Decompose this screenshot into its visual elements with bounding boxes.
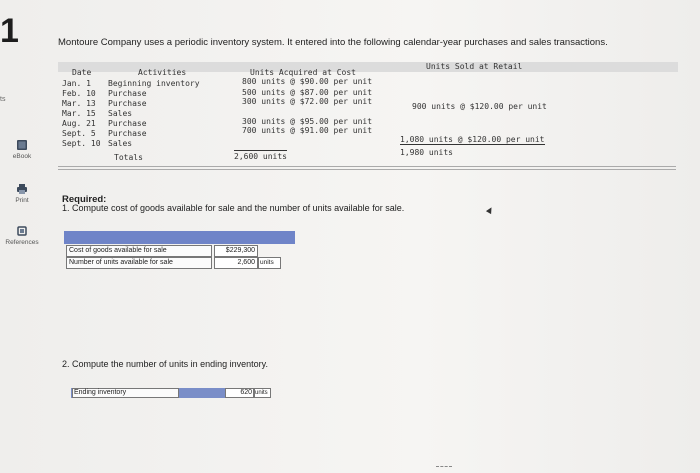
row-date: Aug. 21 xyxy=(62,119,96,128)
problem-intro: Montoure Company uses a periodic inventory system. It entered into the following calendar-year purchases and sales transactions. xyxy=(58,37,608,48)
row-activity: Purchase xyxy=(108,129,147,138)
row-acquired: 700 units @ $91.00 per unit xyxy=(242,126,373,135)
header-units-acquired: Units Acquired at Cost xyxy=(250,68,356,77)
row-activity: Purchase xyxy=(108,89,147,98)
row-sold: 1,080 units @ $120.00 per unit xyxy=(400,135,545,144)
header-activities: Activities xyxy=(138,68,187,77)
row-date: Sept. 5 xyxy=(62,129,96,138)
sidebar-item-label: References xyxy=(5,239,39,246)
table-bottom-rule xyxy=(58,166,676,167)
cursor-arrow-icon xyxy=(486,206,494,214)
row-sold: 900 units @ $120.00 per unit xyxy=(412,102,547,111)
references-icon xyxy=(16,225,28,237)
row-date: Sept. 10 xyxy=(62,139,101,148)
row-activity: Purchase xyxy=(108,119,147,128)
ending-inventory-label: Ending inventory xyxy=(72,388,179,398)
row-acquired: 800 units @ $90.00 per unit xyxy=(242,77,373,86)
units-available-input[interactable]: 2,600 xyxy=(214,257,258,269)
sidebar-item-label: eBook xyxy=(12,153,32,160)
transactions-table xyxy=(58,62,678,170)
row-activity: Purchase xyxy=(108,99,147,108)
question-2: 2. Compute the number of units in ending inventory. xyxy=(62,359,268,369)
ending-inventory-unit: units xyxy=(254,388,271,398)
row-date: Feb. 10 xyxy=(62,89,96,98)
totals-sold: 1,980 units xyxy=(400,148,453,157)
table-bottom-rule xyxy=(58,169,676,170)
sidebar-item-ebook[interactable] xyxy=(0,139,44,160)
cogs-available-input[interactable]: $229,300 xyxy=(214,245,258,257)
units-available-label: Number of units available for sale xyxy=(66,257,212,269)
row-activity: Sales xyxy=(108,139,133,148)
header-date: Date xyxy=(72,68,92,77)
answer-2-row xyxy=(71,388,270,398)
printer-icon xyxy=(16,183,28,195)
row-date: Mar. 13 xyxy=(62,99,96,108)
page-edge-mark xyxy=(436,466,452,467)
question-number: 1 xyxy=(0,12,19,50)
cogs-available-label: Cost of goods available for sale xyxy=(66,245,212,257)
question-1: 1. Compute cost of goods available for sale and the number of units available for sale. xyxy=(62,203,405,213)
row-date: Jan. 1 xyxy=(62,79,91,88)
ending-inventory-input[interactable]: 620 xyxy=(225,388,254,398)
table-row xyxy=(64,257,294,269)
answer-1-header-band xyxy=(64,231,295,244)
row-activity: Sales xyxy=(108,109,133,118)
sidebar-item-references[interactable] xyxy=(0,225,44,246)
totals-label: Totals xyxy=(114,153,143,162)
row-activity: Beginning inventory xyxy=(108,79,200,88)
sidebar-partial-label: ts xyxy=(0,96,6,103)
sidebar xyxy=(0,0,44,473)
row-date: Mar. 15 xyxy=(62,109,96,118)
units-available-unit: units xyxy=(258,257,281,269)
row-acquired: 300 units @ $72.00 per unit xyxy=(242,97,373,106)
required-heading: Required: xyxy=(62,194,107,205)
table-row xyxy=(64,245,294,257)
header-units-sold: Units Sold at Retail xyxy=(426,62,523,71)
row-acquired: 300 units @ $95.00 per unit xyxy=(242,117,373,126)
row-acquired: 500 units @ $87.00 per unit xyxy=(242,88,373,97)
book-icon xyxy=(16,139,28,151)
totals-acquired: 2,600 units xyxy=(234,152,287,161)
sidebar-item-label: Print xyxy=(15,197,29,204)
sidebar-item-print[interactable] xyxy=(0,183,44,204)
answer-1-table xyxy=(64,231,295,273)
